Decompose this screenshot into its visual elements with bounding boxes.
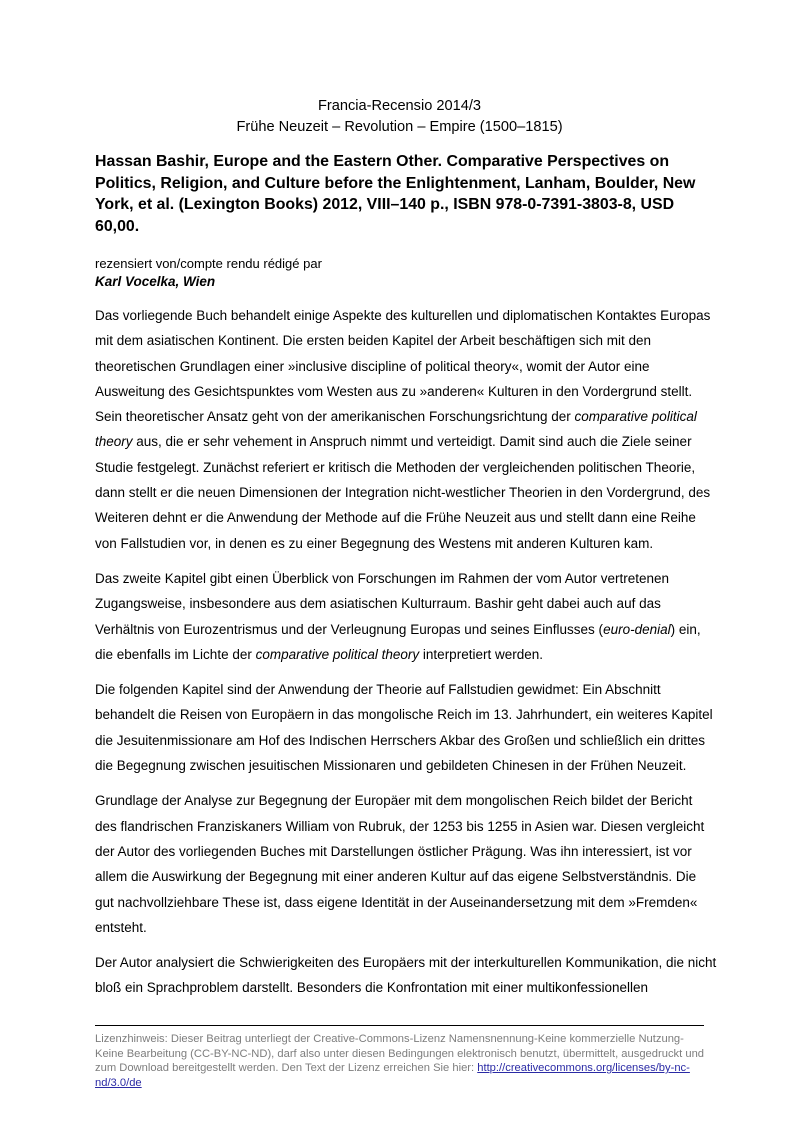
- text-run: Das zweite Kapitel gibt einen Überblick von Forschungen im Rahmen der vom Autor vertretenen Zugangsweise, insbesondere aus dem asiatischen Kulturraum. Bashir geht dabei auch auf das Verhältnis von Eurozentrismus und der Verleugnung Europas und seines Einflusses (: [95, 570, 670, 637]
- emphasis: comparative political theory: [95, 409, 697, 450]
- emphasis: comparative political theory: [255, 646, 420, 662]
- license-text: Lizenzhinweis: Dieser Beitrag unterliegt der Creative-Commons-Lizenz Namensnennung-Keine kommerzielle Nutzung-Keine Bearbeitung (CC-BY-NC-ND), darf also unter diesen Bedingungen elektronisch benutzt, übermittelt, ausgedruckt und zum Download bereitgestellt werden. Den Text der Lizenz erreichen Sie hier:: [95, 1033, 705, 1075]
- author-name: Karl Vocelka, Wien: [95, 274, 216, 289]
- review-body: [95, 303, 717, 1011]
- paragraph-4: Grundlage der Analyse zur Begegnung der Europäer mit dem mongolischen Reich bildet der Bericht des flandrischen Franziskaners William von Rubruk, der 1253 bis 1255 in Asien war. Diesen vergleicht der Autor des vorliegenden Buches mit Darstellungen östlicher Prägung. Was ihn interessiert, ist vor allem die Auswirkung der Begegnung mit einer anderen Kultur auf das eigene Selbstverständnis. Die gut nachvollziehbare These ist, dass eigene Identität in der Auseinandersetzung mit dem »Fremden« entsteht.: [95, 793, 705, 935]
- paragraph-3: Die folgenden Kapitel sind der Anwendung der Theorie auf Fallstudien gewidmet: Ein Abschnitt behandelt die Reisen von Europäern in das mongolische Reich im 13. Jahrhundert, ein weiteres Kapitel die Jesuitenmissionare am Hof des Indischen Herrschers Akbar des Großen und schließlich ein drittes die Begegnung zwischen jesuitischen Missionaren und gebildeten Chinesen in der Frühen Neuzeit.: [95, 682, 713, 774]
- footer-divider: [95, 1025, 704, 1026]
- text-run: ) ein, die ebenfalls im Lichte der: [95, 621, 701, 662]
- journal-issue: Francia-Recensio 2014/3: [317, 98, 482, 114]
- license-link[interactable]: http://creativecommons.org/licenses/by-nc-nd/3.0/de: [95, 1062, 690, 1089]
- emphasis: euro-denial: [603, 621, 671, 637]
- paragraph-1: [95, 303, 717, 556]
- byline-label: rezensiert von/compte rendu rédigé par: [95, 256, 322, 271]
- review-title: Hassan Bashir, Europe and the Eastern Other. Comparative Perspectives on Politics, Religion, and Culture before the Enlightenment, Lanham, Boulder, New York, et al. (Lexington Books) 2012, VIII–140 p., ISBN 978-0-7391-3803-8, USD 60,00.: [95, 153, 696, 235]
- journal-header: [0, 96, 799, 138]
- journal-section: Frühe Neuzeit – Revolution – Empire (1500–1815): [236, 119, 563, 135]
- text-run: Das vorliegende Buch behandelt einige Aspekte des kulturellen und diplomatischen Kontaktes Europas mit dem asiatischen Kontinent. Die ersten beiden Kapitel der Arbeit beschäftigen sich mit den theoretischen Grundlagen einer »inclusive discipline of political theory«, womit der Autor eine Ausweitung des Gesichtspunktes vom Westen aus zu »anderen« Kulturen in den Vordergrund stellt. Sein theoretischer Ansatz geht von der amerikanischen Forschungsrichtung der: [95, 308, 711, 425]
- text-run: interpretiert werden.: [419, 646, 543, 662]
- byline: [95, 255, 322, 291]
- license-notice: [95, 1032, 710, 1090]
- paragraph-2: [95, 566, 717, 667]
- paragraph-5: Der Autor analysiert die Schwierigkeiten des Europäers mit der interkulturellen Kommunikation, die nicht bloß ein Sprachproblem darstellt. Besonders die Konfrontation mit einer multikonfessionellen: [95, 955, 717, 996]
- text-run: aus, die er sehr vehement in Anspruch nimmt und verteidigt. Damit sind auch die Ziele seiner Studie festgelegt. Zunächst referiert er kritisch die Methoden der vergleichenden politischen Theorie, dann stellt er die neuen Dimensionen der Integration nicht-westlicher Theorien in den Vordergrund, des Weiteren dehnt er die Anwendung der Methode auf die Frühe Neuzeit aus und stellt dann eine Reihe von Fallstudien vor, in denen es zu einer Begegnung des Westens mit anderen Kulturen kam.: [95, 434, 711, 551]
